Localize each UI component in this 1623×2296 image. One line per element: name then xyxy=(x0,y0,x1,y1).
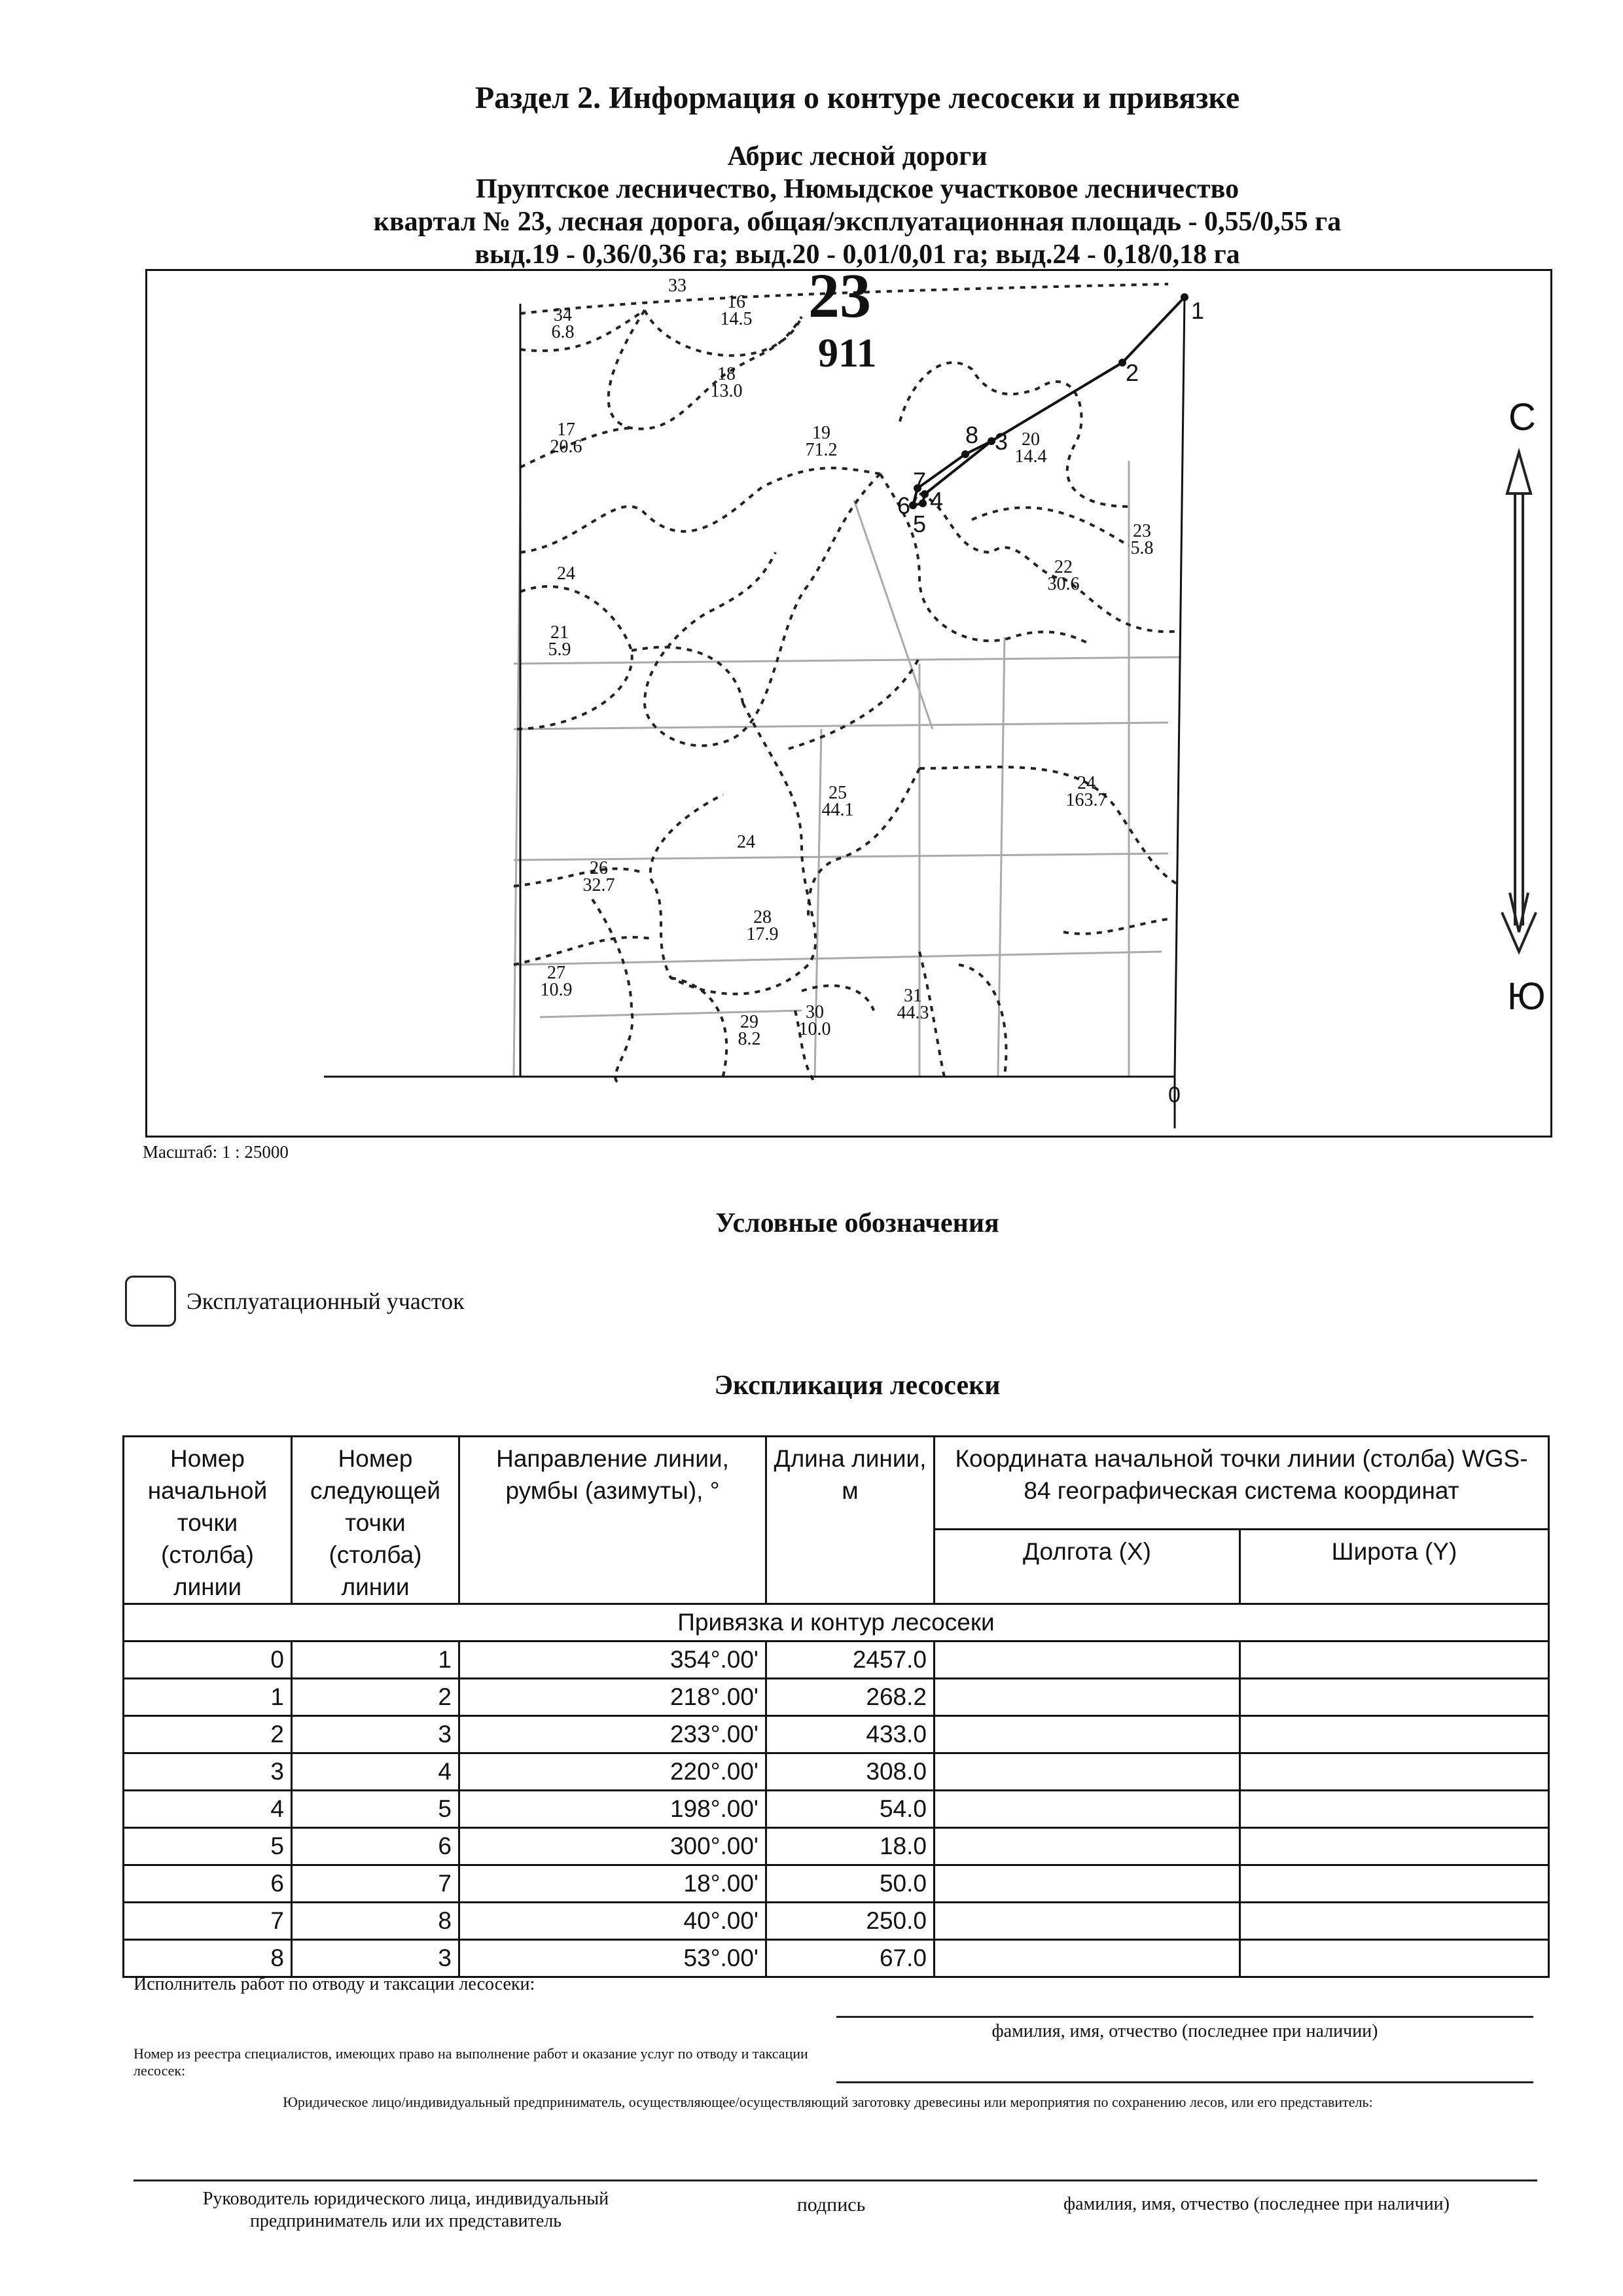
map-frame xyxy=(145,260,1552,1138)
signature-caption: подпись xyxy=(796,2194,866,2215)
executor-label: Исполнитель работ по отводу и таксации лесосеки: xyxy=(134,1974,535,1994)
map-unit-label: 31 44.3 xyxy=(897,986,929,1023)
cell-length: 2457.0 xyxy=(766,1641,935,1679)
map-unit-label: 20 14.4 xyxy=(1014,429,1047,467)
route-point-label: 6 xyxy=(897,492,911,519)
executor-fio-caption: фамилия, имя, отчество (последнее при наличии) xyxy=(991,2021,1378,2041)
cell-from: 5 xyxy=(124,1828,292,1865)
section-title: Раздел 2. Информация о контуре лесосеки и привязке xyxy=(474,81,1240,115)
start-point-label: 0 xyxy=(1168,1083,1181,1107)
cell-length: 308.0 xyxy=(766,1753,935,1791)
map-unit-label: 30 10.0 xyxy=(798,1002,831,1039)
cell-from: 0 xyxy=(124,1641,292,1679)
map-quarter-area: 911 xyxy=(818,331,877,376)
map-unit-label: 27 10.9 xyxy=(540,963,573,1000)
header-longitude: Долгота (X) xyxy=(935,1530,1240,1604)
cell-length: 54.0 xyxy=(766,1791,935,1828)
table-row xyxy=(124,1940,1549,1977)
executor-signature-line xyxy=(836,2016,1533,2018)
head-fio-caption: фамилия, имя, отчество (последнее при наличии) xyxy=(1063,2194,1450,2214)
map-unit-label: 22 30.6 xyxy=(1047,557,1080,594)
route-point-label: 5 xyxy=(913,511,927,537)
cell-direction: 53°.00' xyxy=(459,1940,766,1977)
cell-direction: 218°.00' xyxy=(459,1679,766,1716)
map-unit-label: 24 xyxy=(557,564,575,584)
map-unit-label: 23 5.8 xyxy=(1130,521,1154,558)
quarter-line: квартал № 23, лесная дорога, общая/эксплуатационная площадь - 0,55/0,55 га xyxy=(373,207,1342,237)
cell-longitude xyxy=(935,1903,1240,1940)
cell-direction: 233°.00' xyxy=(459,1716,766,1753)
cell-direction: 300°.00' xyxy=(459,1828,766,1865)
cell-longitude xyxy=(935,1641,1240,1679)
header-next-point: Номер следующей точки (столба) линии xyxy=(292,1437,459,1604)
cell-longitude xyxy=(935,1828,1240,1865)
cell-longitude xyxy=(935,1716,1240,1753)
cell-latitude xyxy=(1240,1865,1549,1903)
legend-swatch xyxy=(125,1276,176,1327)
cell-latitude xyxy=(1240,1791,1549,1828)
cell-length: 18.0 xyxy=(766,1828,935,1865)
cell-latitude xyxy=(1240,1753,1549,1791)
table-row xyxy=(124,1641,1549,1679)
cell-latitude xyxy=(1240,1716,1549,1753)
scale-label: Масштаб: 1 : 25000 xyxy=(143,1142,289,1162)
route-point-label: 1 xyxy=(1191,297,1205,324)
map-unit-label: 24 163.7 xyxy=(1065,773,1107,810)
registry-number-line xyxy=(836,2081,1533,2083)
group-label: Привязка и контур лесосеки xyxy=(124,1604,1549,1641)
legend-label: Эксплуатационный участок xyxy=(187,1288,465,1314)
cell-from: 7 xyxy=(124,1903,292,1940)
table-row xyxy=(124,1716,1549,1753)
cell-from: 6 xyxy=(124,1865,292,1903)
cell-length: 50.0 xyxy=(766,1865,935,1903)
map-unit-label: 21 5.9 xyxy=(548,622,571,660)
forestry-line: Пруптское лесничество, Нюмыдское участковое лесничество xyxy=(475,174,1240,204)
cell-from: 2 xyxy=(124,1716,292,1753)
legal-entity-label: Юридическое лицо/индивидуальный предприниматель, осуществляющее/осуществляющий заготовку древесины или мероприятия по сохранению лесов, или его представитель: xyxy=(283,2094,1373,2110)
route-point-label: 2 xyxy=(1126,359,1139,386)
cell-longitude xyxy=(935,1679,1240,1716)
explication-table xyxy=(122,1435,1550,1978)
cell-longitude xyxy=(935,1791,1240,1828)
table-row xyxy=(124,1791,1549,1828)
legend-title: Условные обозначения xyxy=(715,1208,999,1238)
cell-length: 67.0 xyxy=(766,1940,935,1977)
cell-direction: 354°.00' xyxy=(459,1641,766,1679)
cell-from: 3 xyxy=(124,1753,292,1791)
cell-to: 8 xyxy=(292,1903,459,1940)
cell-direction: 220°.00' xyxy=(459,1753,766,1791)
cell-latitude xyxy=(1240,1641,1549,1679)
cell-to: 5 xyxy=(292,1791,459,1828)
cell-length: 433.0 xyxy=(766,1716,935,1753)
header-coordinates: Координата начальной точки линии (столба) WGS-84 географическая система координат xyxy=(935,1437,1549,1530)
south-label: Ю xyxy=(1507,975,1546,1018)
cell-from: 4 xyxy=(124,1791,292,1828)
cell-to: 7 xyxy=(292,1865,459,1903)
north-label: С xyxy=(1508,396,1536,439)
cell-from: 1 xyxy=(124,1679,292,1716)
cell-to: 6 xyxy=(292,1828,459,1865)
table-row xyxy=(124,1753,1549,1791)
route-point-label: 4 xyxy=(930,487,944,514)
route-point-label: 3 xyxy=(995,428,1008,455)
table-row xyxy=(124,1903,1549,1940)
head-signature-line xyxy=(134,2179,1537,2181)
cell-to: 1 xyxy=(292,1641,459,1679)
header-length: Длина линии, м xyxy=(766,1437,935,1604)
map-unit-label: 28 17.9 xyxy=(746,907,779,944)
route-point-label: 7 xyxy=(913,467,927,494)
map-quarter-number: 23 xyxy=(808,260,871,331)
cell-latitude xyxy=(1240,1679,1549,1716)
table-row xyxy=(124,1679,1549,1716)
explication-title: Экспликация лесосеки xyxy=(714,1371,1001,1401)
map-unit-label: 16 14.5 xyxy=(720,292,753,329)
map-unit-label: 18 13.0 xyxy=(710,364,743,401)
map-unit-label: 25 44.1 xyxy=(821,783,854,820)
cell-direction: 40°.00' xyxy=(459,1903,766,1940)
table-row xyxy=(124,1828,1549,1865)
head-caption: Руководитель юридического лица, индивидуальный предприниматель или их представитель xyxy=(202,2189,609,2231)
abris-title: Абрис лесной дороги xyxy=(727,141,988,171)
cell-direction: 18°.00' xyxy=(459,1865,766,1903)
cell-to: 2 xyxy=(292,1679,459,1716)
cell-to: 4 xyxy=(292,1753,459,1791)
cell-direction: 198°.00' xyxy=(459,1791,766,1828)
cell-from: 8 xyxy=(124,1940,292,1977)
cell-longitude xyxy=(935,1865,1240,1903)
route-point-label: 8 xyxy=(965,422,979,448)
cell-longitude xyxy=(935,1753,1240,1791)
map-unit-label: 26 32.7 xyxy=(582,858,615,895)
cell-to: 3 xyxy=(292,1716,459,1753)
cell-latitude xyxy=(1240,1828,1549,1865)
cell-length: 268.2 xyxy=(766,1679,935,1716)
map-unit-label: 34 6.8 xyxy=(551,305,575,342)
table-row xyxy=(124,1865,1549,1903)
map-unit-label: 19 71.2 xyxy=(805,423,838,460)
map-unit-label: 24 xyxy=(737,832,755,852)
registry-label: Номер из реестра специалистов, имеющих право на выполнение работ и оказание услуг по отводу и таксации лесосек: xyxy=(134,2045,808,2079)
map-unit-label: 17 20.6 xyxy=(550,420,582,457)
units-line: выд.19 - 0,36/0,36 га; выд.20 - 0,01/0,01 га; выд.24 - 0,18/0,18 га xyxy=(474,240,1240,270)
header-latitude: Широта (Y) xyxy=(1240,1530,1549,1604)
cell-latitude xyxy=(1240,1903,1549,1940)
cell-longitude xyxy=(935,1940,1240,1977)
cell-latitude xyxy=(1240,1940,1549,1977)
map-unit-label: 29 8.2 xyxy=(738,1012,761,1049)
map-unit-label: 33 xyxy=(668,276,687,296)
header-direction: Направление линии, румбы (азимуты), ° xyxy=(459,1437,766,1604)
cell-length: 250.0 xyxy=(766,1903,935,1940)
header-start-point: Номер начальной точки (столба) линии xyxy=(124,1437,292,1604)
cell-to: 3 xyxy=(292,1940,459,1977)
forest-map xyxy=(147,271,1550,1136)
